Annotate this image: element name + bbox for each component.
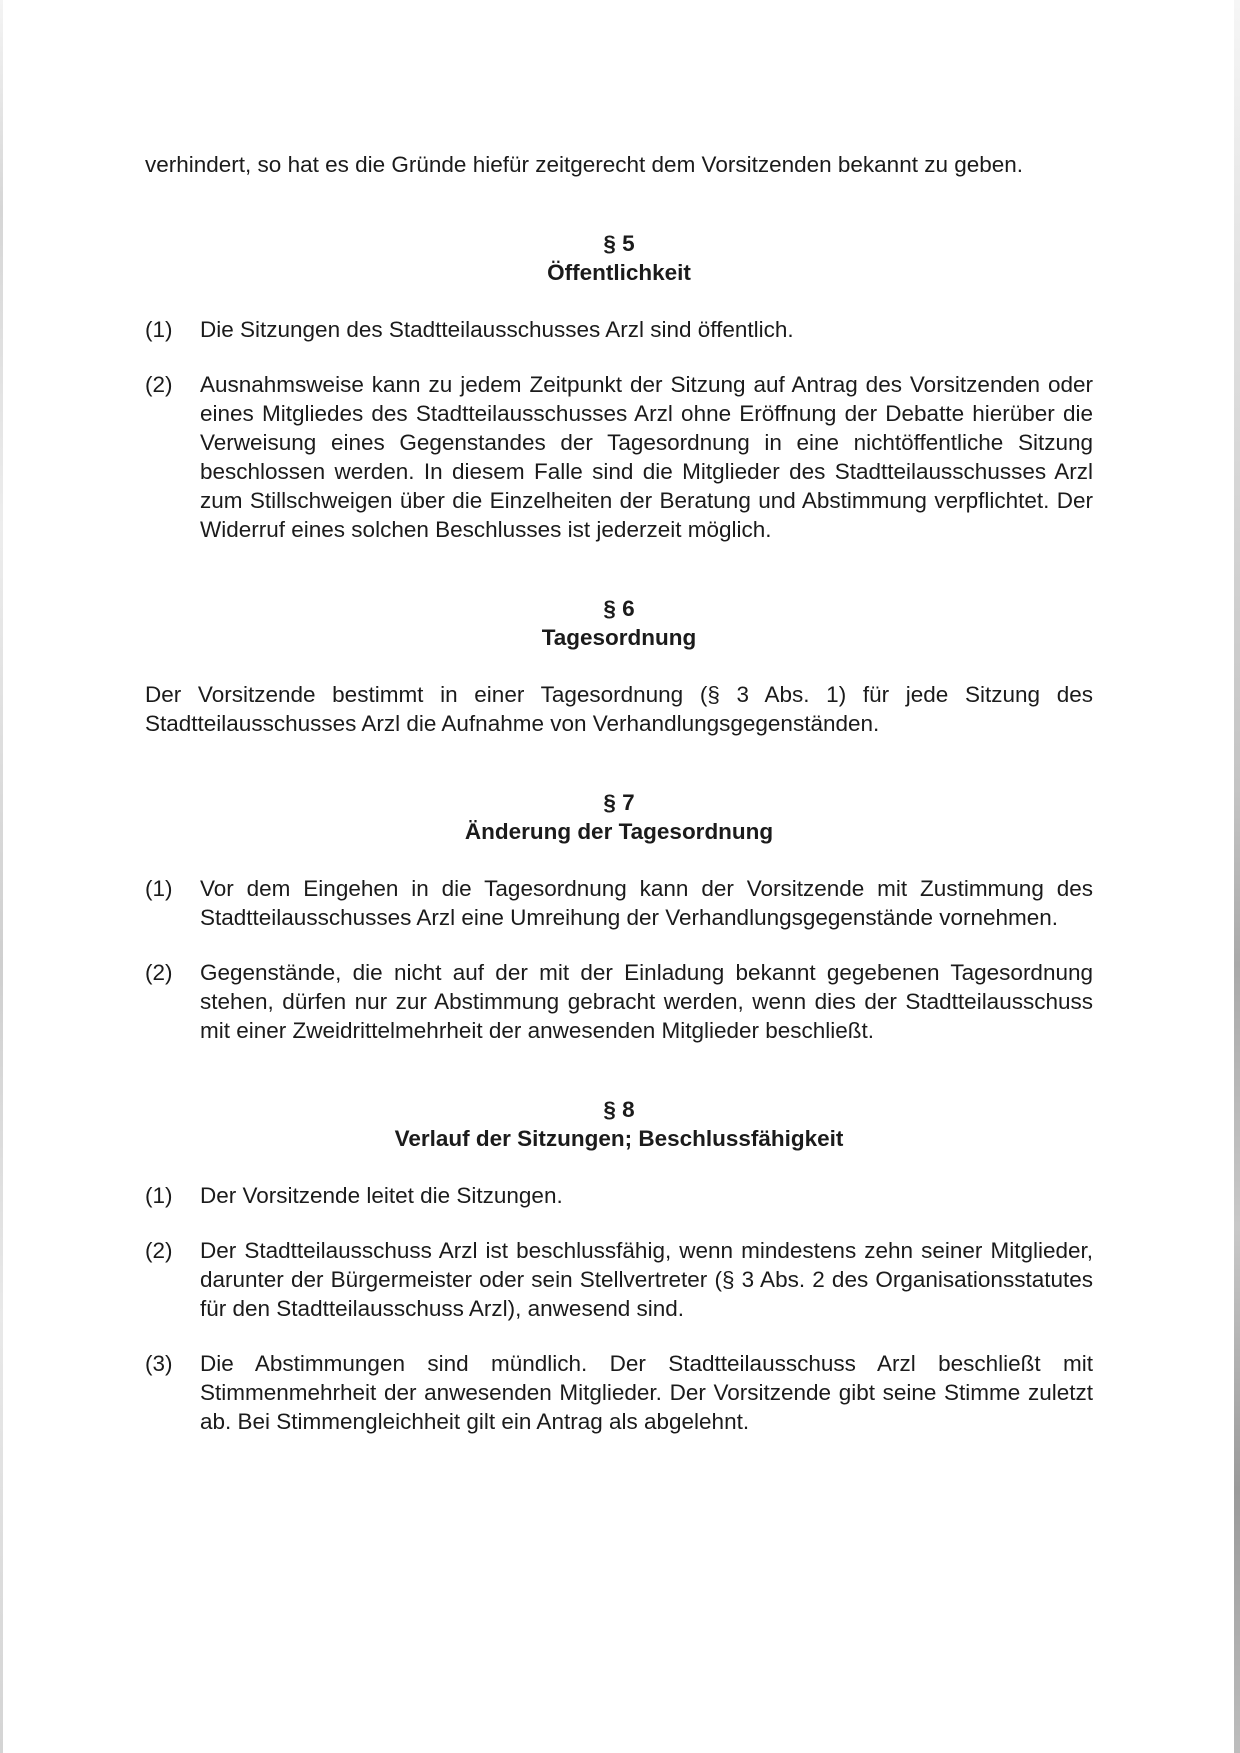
section-7 <box>145 788 1093 1045</box>
scan-edge-right <box>1234 0 1240 1753</box>
item-number: (1) <box>145 317 173 342</box>
section-number: § 6 <box>603 596 635 621</box>
numbered-item <box>145 1181 1093 1210</box>
item-text: Vor dem Eingehen in die Tagesordnung kann der Vorsitzende mit Zustimmung des Stadtteilausschusses Arzl eine Umreihung der Verhandlungsgegenstände vornehmen. <box>200 876 1093 930</box>
section-heading <box>145 229 1093 287</box>
section-title: Änderung der Tagesordnung <box>464 819 774 844</box>
numbered-item <box>145 315 1093 344</box>
item-number: (2) <box>145 1238 173 1263</box>
section-6 <box>145 594 1093 738</box>
section-heading <box>145 788 1093 846</box>
item-number: (1) <box>145 876 173 901</box>
sections-container <box>145 229 1093 1436</box>
item-number: (1) <box>145 1183 173 1208</box>
numbered-item <box>145 370 1093 544</box>
scan-edge-left <box>0 0 3 1753</box>
section-heading <box>145 1095 1093 1153</box>
item-text: Ausnahmsweise kann zu jedem Zeitpunkt der Sitzung auf Antrag des Vorsitzenden oder eines Mitgliedes des Stadtteilausschusses Arzl ohne Eröffnung der Debatte hierüber die Verweisung eines Gegenstandes der Tagesordnung in eine nichtöffentliche Sitzung beschlossen werden. In diesem Falle sind die Mitglieder des Stadtteilausschusses Arzl zum Stillschweigen über die Einzelheiten der Beratung und Abstimmung verpflichtet. Der Widerruf eines solchen Beschlusses ist jederzeit möglich. <box>200 372 1093 542</box>
item-number: (2) <box>145 960 173 985</box>
item-text: Der Stadtteilausschuss Arzl ist beschlussfähig, wenn mindestens zehn seiner Mitglieder, darunter der Bürgermeister oder sein Stellvertreter (§ 3 Abs. 2 des Organisationsstatutes für den Stadtteilausschuss Arzl), anwesend sind. <box>200 1238 1093 1321</box>
item-text: Gegenstände, die nicht auf der mit der Einladung bekannt gegebenen Tagesordnung stehen, dürfen nur zur Abstimmung gebracht werden, wenn dies der Stadtteilausschuss mit einer Zweidrittelmehrheit der anwesenden Mitglieder beschließt. <box>200 960 1093 1043</box>
item-text: Die Abstimmungen sind mündlich. Der Stadtteilausschuss Arzl beschließt mit Stimmenmehrheit der anwesenden Mitglieder. Der Vorsitzende gibt seine Stimme zuletzt ab. Bei Stimmengleichheit gilt ein Antrag als abgelehnt. <box>200 1351 1093 1434</box>
numbered-item <box>145 1236 1093 1323</box>
intro-paragraph: verhindert, so hat es die Gründe hiefür zeitgerecht dem Vorsitzenden bekannt zu geben. <box>145 152 1024 177</box>
document-page <box>145 150 1093 1462</box>
item-text: Der Vorsitzende leitet die Sitzungen. <box>200 1183 563 1208</box>
section-title: Verlauf der Sitzungen; Beschlussfähigkeit <box>394 1126 844 1151</box>
item-number: (3) <box>145 1351 173 1376</box>
numbered-item <box>145 874 1093 932</box>
section-8 <box>145 1095 1093 1436</box>
section-number: § 5 <box>603 231 635 256</box>
section-number: § 8 <box>603 1097 635 1122</box>
section-number: § 7 <box>603 790 635 815</box>
section-heading <box>145 594 1093 652</box>
numbered-item <box>145 1349 1093 1436</box>
item-number: (2) <box>145 372 173 397</box>
numbered-item <box>145 958 1093 1045</box>
section-title: Öffentlichkeit <box>547 260 691 285</box>
section-5 <box>145 229 1093 544</box>
section-title: Tagesordnung <box>541 625 697 650</box>
item-text: Die Sitzungen des Stadtteilausschusses Arzl sind öffentlich. <box>200 317 794 342</box>
section-paragraph: Der Vorsitzende bestimmt in einer Tagesordnung (§ 3 Abs. 1) für jede Sitzung des Stadtteilausschusses Arzl die Aufnahme von Verhandlungsgegenständen. <box>145 682 1093 736</box>
